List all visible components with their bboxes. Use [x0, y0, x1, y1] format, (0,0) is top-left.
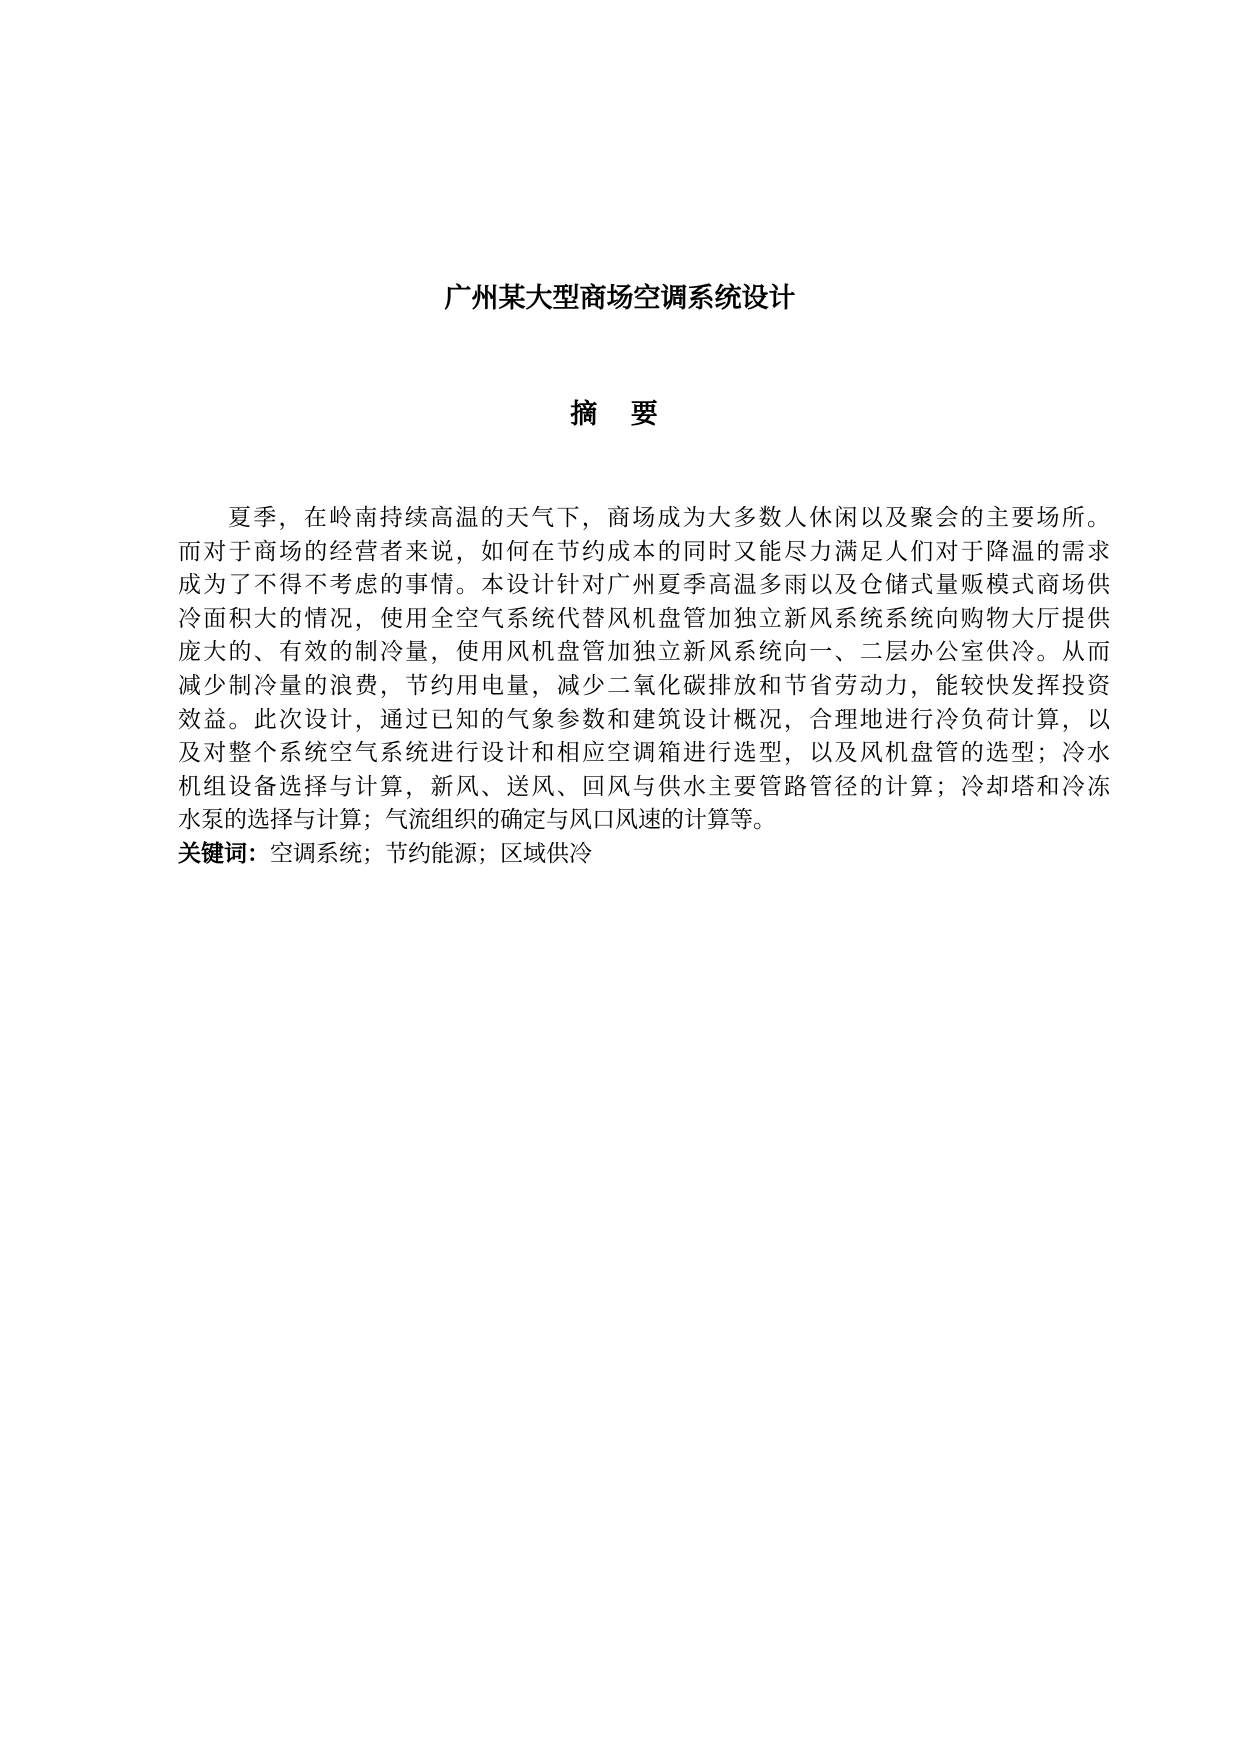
keywords-value: 空调系统；节约能源；区域供冷	[270, 840, 592, 867]
keywords	[178, 838, 1110, 872]
abstract-line: 效益。此次设计，通过已知的气象参数和建筑设计概况，合理地进行冷负荷计算，以	[178, 706, 1110, 733]
abstract-line: 水泵的选择与计算；气流组织的确定与风口风速的计算等。	[178, 807, 776, 834]
abstract-line: 减少制冷量的浪费，节约用电量，减少二氧化碳排放和节省劳动力，能较快发挥投资	[178, 672, 1110, 699]
document-title: 广州某大型商场空调系统设计	[444, 283, 796, 314]
abstract-line: 成为了不得不考虑的事情。本设计针对广州夏季高温多雨以及仓储式量贩模式商场供	[178, 572, 1110, 599]
abstract-line: 及对整个系统空气系统进行设计和相应空调箱进行选型，以及风机盘管的选型；冷水	[178, 740, 1110, 767]
abstract-line: 庞大的、有效的制冷量，使用风机盘管加独立新风系统向一、二层办公室供冷。从而	[178, 639, 1110, 666]
abstract-heading: 摘 要	[570, 399, 670, 430]
abstract-body	[178, 502, 1110, 872]
abstract-line: 夏季，在岭南持续高温的天气下，商场成为大多数人休闲以及聚会的主要场所。	[228, 505, 1110, 531]
keywords-label: 关键词：	[178, 840, 270, 867]
abstract-line: 机组设备选择与计算，新风、送风、回风与供水主要管路管径的计算；冷却塔和冷冻	[178, 773, 1110, 800]
abstract-line: 冷面积大的情况，使用全空气系统代替风机盘管加独立新风系统系统向购物大厅提供	[178, 605, 1110, 632]
abstract-line: 而对于商场的经营者来说，如何在节约成本的同时又能尽力满足人们对于降温的需求	[178, 538, 1110, 565]
